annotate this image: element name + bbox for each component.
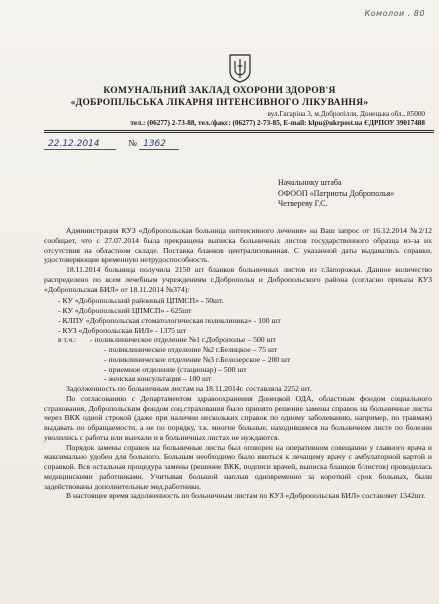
header-divider-secondary (44, 132, 434, 133)
sub-list-item: - приемное отделение (стационар) – 500 шт (104, 364, 247, 374)
letter-date: 22.12.2014 (44, 139, 116, 150)
sub-list-item: в т.ч.: - поликлиническое отделение №1 г.Доброполье – 500 шт (44, 335, 432, 345)
list-item: - КУ «Добропольский ЦПМСП» - 625шт (58, 306, 192, 315)
paragraph-5: В настоящее время задолженность по больничным листам по КУЗ «Добропольская БИЛ» составляет 1342шт. (66, 491, 426, 501)
institution-title-line-2: «ДОБРОПІЛЬСЬКА ЛІКАРНЯ ІНТЕНСИВНОГО ЛІКУВАННЯ» (70, 98, 369, 108)
paragraph-3: По согласованию с Департаментом здравоохранения Донецкой ОДА, областным фондом социального страхования, Добропольским фондом соц.страхования было принято решение замены справок на больничные листы через ВКК одной строкой (даже при наличии нескольких справок по одному заболеванию, например, по травмам) выдавать по обращаемости, а не по порядку, т.к. многие больные, находившиеся на больничном листе по болезни уволились с работы или выехали и в больничных листах не нуждаются. (44, 393, 432, 442)
letter-body (44, 226, 432, 501)
recipient-line-3: Четвереву Г.С. (278, 199, 328, 208)
institution-title-line-1: КОМУНАЛЬНИЙ ЗАКЛАД ОХОРОНИ ЗДОРОВ'Я (103, 86, 336, 96)
trident-coat-of-arms-icon (229, 54, 251, 83)
list-item: - КЛПУ «Добропольская стоматологическая поликлиника» - 100 шт (58, 315, 281, 325)
paragraph-1: Администрация КУЗ «Добропольская больница интенсивного лечения» на Ваш запрос от 16.12.2014 №2/12 сообщает, что с 27.07.2014 была прекращена выписка больничных листов государственного образца из-за их отсутствия на областном складе. Поставка бланков централизованная. С указанной даты выдавались справки, удостоверяющие временную нетрудоспособность. (44, 226, 432, 265)
number-label: № (128, 138, 137, 148)
sub-list-item: - поликлиническое отделение №2 г.Белицкое – 75 шт (104, 345, 278, 354)
header-divider (44, 130, 434, 131)
paragraph-2: 18.11.2014 больница получила 2150 шт бланков больничных листов из г.Запорожья. Данное количество распределено по всем лечебным учреждениям г.Доброполья и Добропольского района (согласно приказа КУЗ «Добропольская БИЛ» от 18.11.2014 №374): (44, 265, 432, 294)
paragraph-4: Порядок замены справок на больничные листы был оговорен на оперативном совещании у главного врача и максимально удобен для больного. Больным необходимо было явиться к лечащему врачу с амбулаторной картой и справкой. Вся остальная процедура замены (решение ВКК, подписи врачей, выписка бланков б/листов) проводилась медицинскими работниками. Учитывая большой наплыв одновременно за короткий срок больных, были задействованы дополнительные мед.работники. (44, 442, 432, 491)
sub-list-item: - женская консультация – 100 шт (104, 374, 212, 384)
debt-statement: Задолженность по больничным листам на 18.11.2014г. составляла 2252 шт. (66, 384, 312, 393)
recipient-block (278, 178, 394, 210)
recipient-line-1: Начальнику штаба (278, 178, 342, 187)
including-label: в т.ч.: (58, 335, 77, 345)
institution-contacts: тел.: (06277) 2-73-88, тел./факс: (06277) 2-73-85, E-mail: klpu@ukrpost.ua ЄДРПОУ 39017488 (130, 119, 425, 127)
sub-list-item: - поликлиническое отделение №3 г.Белозерское – 200 шт (104, 354, 291, 364)
recipient-line-2: ОФООП «Патриоты Доброполья» (278, 188, 395, 198)
list-item: - КУ «Добропольский районный ЦПМСП» - 50шт. (58, 296, 224, 306)
list-item: - КУЗ «Добропольская БИЛ» - 1375 шт (58, 325, 187, 335)
letter-number: 1362 (139, 139, 179, 150)
letter-reference (44, 138, 179, 150)
institution-address: вул.Гагаріна 3, м.Добропілля, Донецька обл., 85000 (267, 110, 425, 118)
handwritten-corner-note: Комолои . 80 (364, 9, 425, 18)
